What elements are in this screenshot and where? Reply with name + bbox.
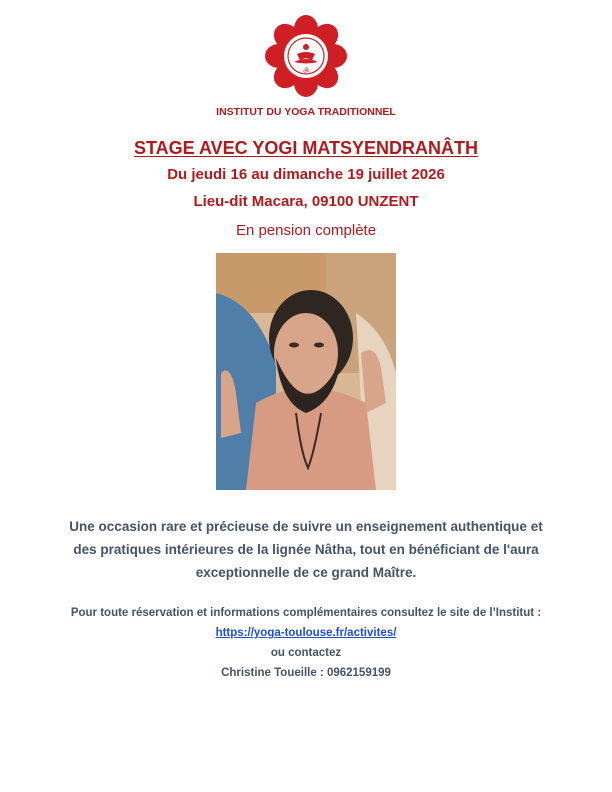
event-location: Lieu-dit Macara, 09100 UNZENT [193, 193, 419, 210]
lotus-logo-icon [264, 14, 348, 98]
contact-or: ou contactez [270, 647, 342, 659]
contact-person: Christine Toueille : 0962159199 [221, 667, 391, 679]
description-line-1: Une occasion rare et précieuse de suivre un enseignement authentique et [69, 519, 543, 534]
event-title: STAGE AVEC YOGI MATSYENDRANÂTH [133, 138, 479, 158]
event-board-type: En pension complète [235, 222, 377, 239]
description-line-2: des pratiques intérieures de la lignée Nâtha, tout en bénéficiant de l'aura [73, 542, 539, 557]
event-description [40, 515, 572, 584]
organization-name: INSTITUT DU YOGA TRADITIONNEL [216, 106, 396, 118]
svg-text:ॐ: ॐ [302, 67, 310, 75]
reservation-intro: Pour toute réservation et informations complémentaires consultez le site de l’Institut : [70, 607, 542, 619]
activities-link[interactable]: https://yoga-toulouse.fr/activites/ [215, 627, 397, 639]
description-line-3: exceptionnelle de ce grand Maître. [195, 565, 417, 580]
yogi-portrait-photo [216, 253, 396, 490]
contact-info [0, 603, 612, 683]
event-dates: Du jeudi 16 au dimanche 19 juillet 2026 [167, 166, 445, 183]
